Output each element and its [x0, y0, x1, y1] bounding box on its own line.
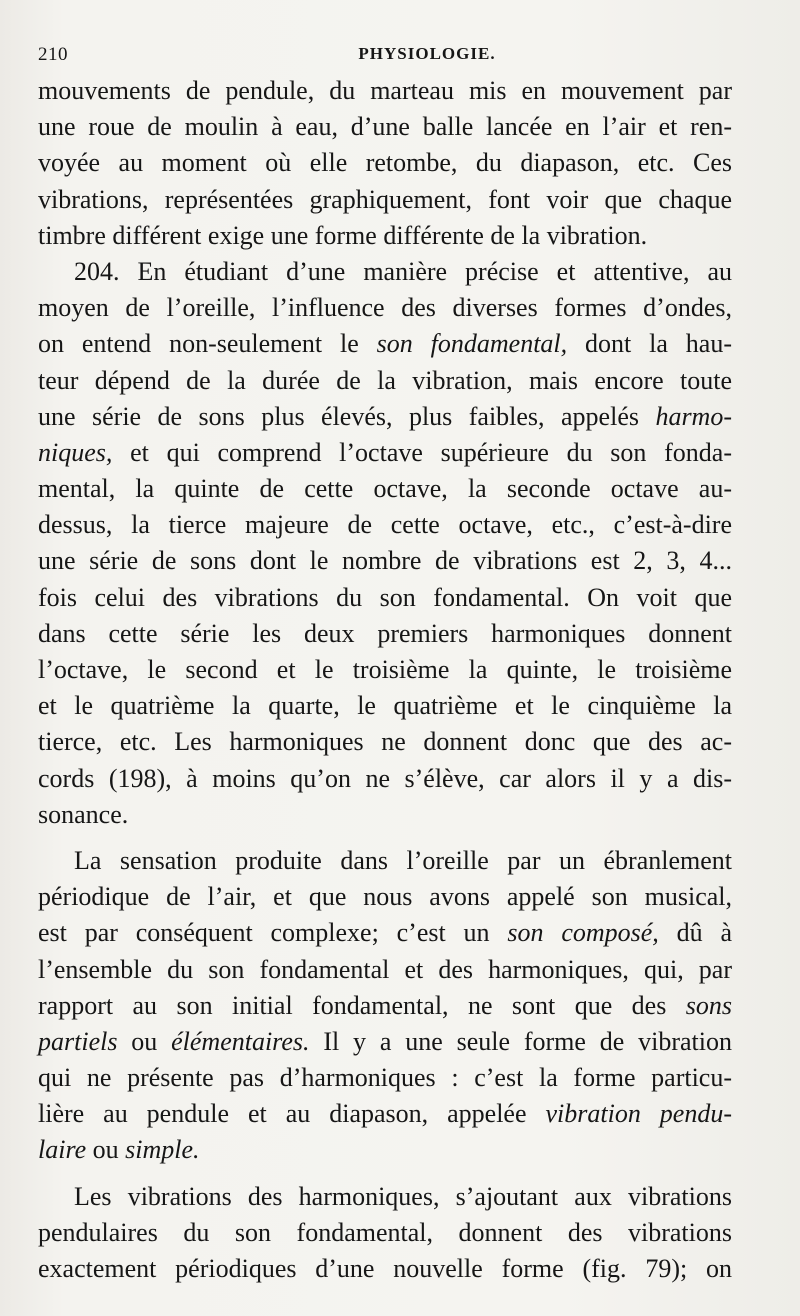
text-run: dans cette série les deux premiers harmoniques donnent — [38, 618, 732, 648]
paragraph — [38, 73, 732, 254]
text-line — [38, 471, 732, 507]
text-line — [38, 1096, 732, 1132]
text-line — [38, 1024, 732, 1060]
text-line — [38, 73, 732, 109]
text-run: est par conséquent complexe; c’est un — [38, 918, 508, 948]
text-line — [38, 254, 732, 290]
text-run: Il y a une seule forme de vibration — [309, 1026, 732, 1056]
italic-text: niques, — [38, 437, 113, 467]
text-line — [38, 761, 732, 797]
text-line — [38, 435, 732, 471]
text-run: Les vibrations des harmoniques, s’ajoutant aux vibrations — [74, 1181, 732, 1211]
page-number: 210 — [38, 44, 68, 65]
text-run: rapport au son initial fondamental, ne sont que des — [38, 990, 686, 1020]
text-run: lière au pendule et au diapason, appelée — [38, 1099, 546, 1129]
italic-text: partiels — [38, 1026, 118, 1056]
text-line — [38, 616, 732, 652]
italic-text: son fondamental, — [376, 329, 568, 359]
text-run: sonance. — [38, 799, 129, 829]
text-line — [38, 326, 732, 362]
italic-text: simple. — [125, 1135, 200, 1165]
text-line — [38, 1179, 732, 1215]
text-run: cords (198), à moins qu’on ne s’élève, car alors il y a dis- — [38, 763, 732, 793]
text-line — [38, 652, 732, 688]
text-run: dessus, la tierce majeure de cette octave, etc., c’est-à-dire — [38, 510, 732, 540]
italic-text: son composé, — [507, 918, 659, 948]
text-run: une série de sons plus élevés, plus faibles, appelés — [38, 401, 656, 431]
text-line — [38, 218, 732, 254]
text-run: pendulaires du son fondamental, donnent des vibrations — [38, 1217, 732, 1247]
text-run: périodique de l’air, et que nous avons appelé son musical, — [38, 882, 732, 912]
text-run: dû à — [658, 918, 732, 948]
text-line — [38, 182, 732, 218]
italic-text: laire — [38, 1135, 87, 1165]
italic-text: vibration pendu- — [545, 1099, 733, 1129]
text-run: tierce, etc. Les harmoniques ne donnent donc que des ac- — [38, 727, 732, 757]
running-head: PHYSIOLOGIE. — [358, 44, 496, 63]
text-line — [38, 1060, 732, 1096]
page-header — [38, 40, 736, 70]
italic-text: élémentaires. — [171, 1026, 310, 1056]
paragraph — [38, 1179, 732, 1288]
text-run: exactement périodiques d’une nouvelle forme (fig. 79); on — [38, 1254, 732, 1283]
text-line — [38, 109, 732, 145]
text-run: l’octave, le second et le troisième la quinte, le troisième — [38, 655, 732, 684]
text-line — [38, 952, 732, 988]
text-run: vibrations, représentées graphiquement, font voir que chaque — [38, 184, 732, 214]
text-run: 204. En étudiant d’une manière précise et attentive, au — [74, 256, 732, 286]
text-run: qui ne présente pas d’harmoniques : c’est la forme particu- — [38, 1063, 732, 1093]
text-run: ou — [117, 1026, 172, 1056]
text-run: l’ensemble du son fondamental et des harmoniques, qui, par — [38, 954, 732, 984]
text-run: moyen de l’oreille, l’influence des diverses formes d’ondes, — [38, 293, 732, 323]
text-line — [38, 915, 732, 951]
text-line — [38, 724, 732, 760]
text-line — [38, 145, 732, 181]
italic-text: harmo- — [655, 401, 732, 431]
text-line — [38, 363, 732, 399]
text-run: fois celui des vibrations du son fondamental. On voit que — [38, 582, 732, 612]
text-run: et qui comprend l’octave supérieure du son fonda- — [112, 437, 732, 467]
text-line — [38, 1251, 732, 1287]
text-run: ou — [86, 1135, 126, 1165]
paragraph — [38, 254, 732, 833]
text-line — [38, 1215, 732, 1251]
text-run: voyée au moment où elle retombe, du diapason, etc. Ces — [38, 148, 732, 178]
text-run: on entend non-seulement le — [38, 329, 377, 359]
text-line — [38, 988, 732, 1024]
body-text — [38, 73, 732, 1287]
text-line — [38, 879, 732, 915]
text-line — [38, 399, 732, 435]
text-run: une roue de moulin à eau, d’une balle lancée en l’air et ren- — [38, 112, 732, 142]
text-run: timbre différent exige une forme différente de la vibration. — [38, 220, 648, 250]
text-line — [38, 290, 732, 326]
text-run: mental, la quinte de cette octave, la seconde octave au- — [38, 474, 732, 504]
text-run: teur dépend de la durée de la vibration, mais encore toute — [38, 365, 732, 395]
italic-text: sons — [685, 990, 732, 1020]
text-run: une série de sons dont le nombre de vibrations est 2, 3, 4... — [38, 546, 732, 576]
text-line — [38, 843, 732, 879]
text-line — [38, 507, 732, 543]
text-run: La sensation produite dans l’oreille par un ébranlement — [74, 845, 732, 875]
text-line — [38, 580, 732, 616]
paragraph — [38, 843, 732, 1169]
text-line — [38, 688, 732, 724]
text-run: dont la hau- — [567, 329, 733, 359]
text-run: et le quatrième la quarte, le quatrième et le cinquième la — [38, 691, 732, 721]
text-line — [38, 797, 732, 833]
text-line — [38, 543, 732, 579]
text-line — [38, 1132, 732, 1168]
text-run: mouvements de pendule, du marteau mis en mouvement par — [38, 76, 732, 105]
